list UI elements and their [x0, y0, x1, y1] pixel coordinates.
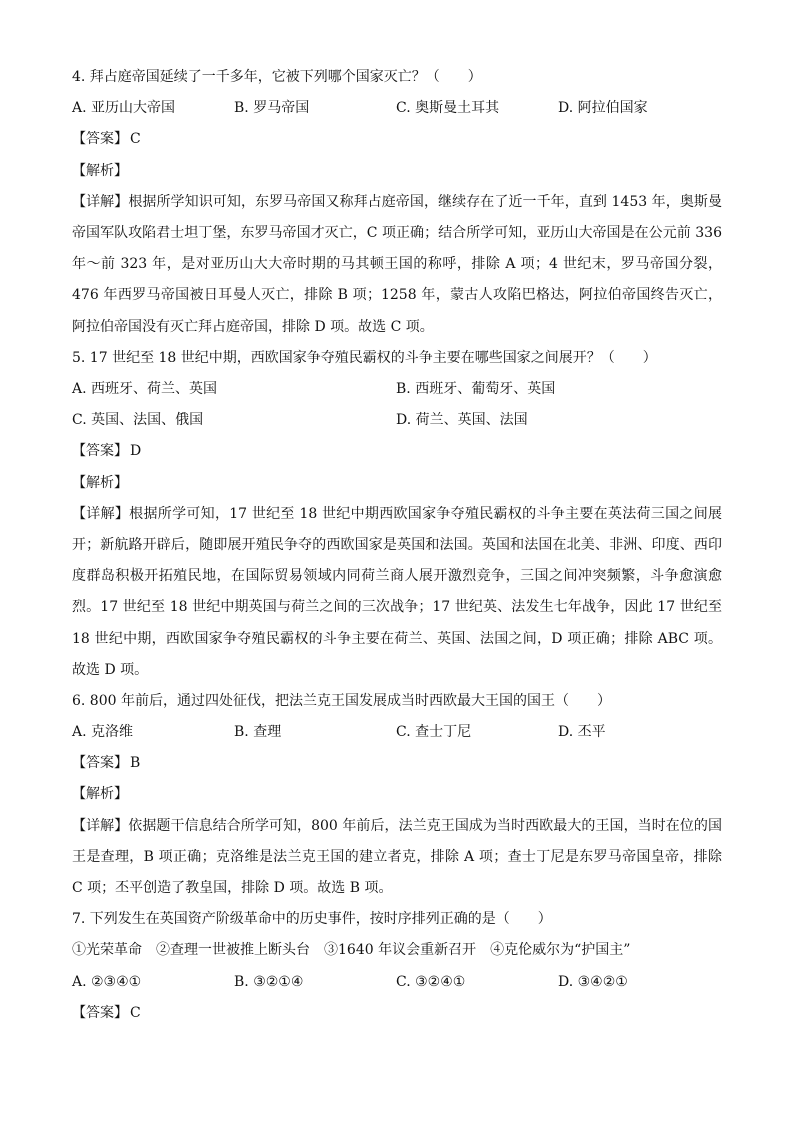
- option-b: B. 西班牙、葡萄牙、英国: [396, 380, 556, 397]
- answer-label: 【答案】: [72, 755, 128, 772]
- option-a: A. 亚历山大帝国: [72, 100, 176, 117]
- question-5-options-row-1: [72, 374, 722, 405]
- option-b: B. 查理: [234, 724, 282, 741]
- answer-value: C: [130, 131, 141, 148]
- option-a: A. ②③④①: [72, 973, 142, 990]
- question-6-analysis-label: 【解析】: [72, 786, 128, 803]
- option-a: A. 西班牙、荷兰、英国: [72, 380, 218, 397]
- option-b: B. 罗马帝国: [234, 100, 310, 117]
- option-c: C. 查士丁尼: [396, 724, 472, 741]
- option-d: D. 阿拉伯国家: [558, 100, 648, 117]
- document-page: [72, 62, 722, 1029]
- question-7-options: [72, 967, 722, 998]
- question-7-stem: 7. 下列发生在英国资产阶级革命中的历史事件，按时序排列正确的是（ ）: [72, 911, 552, 928]
- answer-value: D: [130, 443, 142, 460]
- question-5-options-row-2: [72, 405, 722, 436]
- question-6-answer: [72, 748, 722, 779]
- question-5-stem: 5. 17 世纪至 18 世纪中期，西欧国家争夺殖民霸权的斗争主要在哪些国家之间展开？（ ）: [72, 349, 657, 366]
- question-4-detail: 【详解】根据所学知识可知，东罗马帝国又称拜占庭帝国，继续存在了近一千年，直到 1453 年，奥斯曼帝国军队攻陷君士坦丁堡，东罗马帝国才灭亡，C 项正确；结合所学可知，亚历山大帝国是在公元前 336 年～前 323 年，是对亚历山大大帝时期的马其顿王国的称呼，排除 A 项；4 世纪末，罗马帝国分裂，476 年西罗马帝国被日耳曼人灭亡，排除 B 项；1258 年，蒙古人攻陷巴格达，阿拉伯帝国终告灭亡，阿拉伯帝国没有灭亡拜占庭帝国，排除 D 项。故选 C 项。: [72, 193, 722, 335]
- question-7-answer: [72, 998, 722, 1029]
- answer-value: B: [130, 755, 141, 772]
- option-d: D. 荷兰、英国、法国: [396, 412, 528, 429]
- answer-label: 【答案】: [72, 131, 128, 148]
- question-5-detail: 【详解】根据所学可知，17 世纪至 18 世纪中期西欧国家争夺殖民霸权的斗争主要在英法荷三国之间展开；新航路开辟后，随即展开殖民争夺的西欧国家是英国和法国。英国和法国在北美、非洲、印度、西印度群岛积极开拓殖民地，在国际贸易领域内同荷兰商人展开激烈竞争，三国之间冲突频繁，斗争愈演愈烈。17 世纪至 18 世纪中期英国与荷兰之间的三次战争；17 世纪英、法发生七年战争，因此 17 世纪至 18 世纪中期，西欧国家争夺殖民霸权的斗争主要在荷兰、英国、法国之间，D 项正确；排除 ABC 项。故选 D 项。: [72, 505, 722, 678]
- option-c: C. 奥斯曼土耳其: [396, 100, 500, 117]
- question-6-detail: 【详解】依据题干信息结合所学可知，800 年前后，法兰克王国成为当时西欧最大的王国，当时在位的国王是查理，B 项正确；克洛维是法兰克王国的建立者克，排除 A 项；查士丁尼是东罗马帝国皇帝，排除 C 项；丕平创造了教皇国，排除 D 项。故选 B 项。: [72, 817, 722, 897]
- question-4-stem: 4. 拜占庭帝国延续了一千多年，它被下列哪个国家灭亡？（ ）: [72, 69, 482, 85]
- answer-value: C: [130, 1004, 141, 1021]
- question-6-options: [72, 717, 722, 748]
- question-7-events: ①光荣革命 ②查理一世被推上断头台 ③1640 年议会重新召开 ④克伦威尔为“护国主”: [72, 942, 631, 959]
- option-b: B. ③②①④: [234, 973, 304, 990]
- question-4-analysis-label: 【解析】: [72, 162, 128, 179]
- question-4-options: [72, 93, 722, 124]
- question-4-answer: [72, 124, 722, 155]
- option-c: C. 英国、法国、俄国: [72, 412, 204, 429]
- option-c: C. ③②④①: [396, 973, 466, 990]
- question-5-answer: [72, 436, 722, 467]
- question-6-stem: 6. 800 年前后，通过四处征伐，把法兰克王国发展成当时西欧最大王国的国王（ ）: [72, 692, 611, 709]
- option-d: D. ③④②①: [558, 973, 628, 990]
- option-a: A. 克洛维: [72, 724, 134, 741]
- option-d: D. 丕平: [558, 724, 606, 741]
- answer-label: 【答案】: [72, 1004, 128, 1021]
- answer-label: 【答案】: [72, 443, 128, 460]
- question-5-analysis-label: 【解析】: [72, 474, 128, 491]
